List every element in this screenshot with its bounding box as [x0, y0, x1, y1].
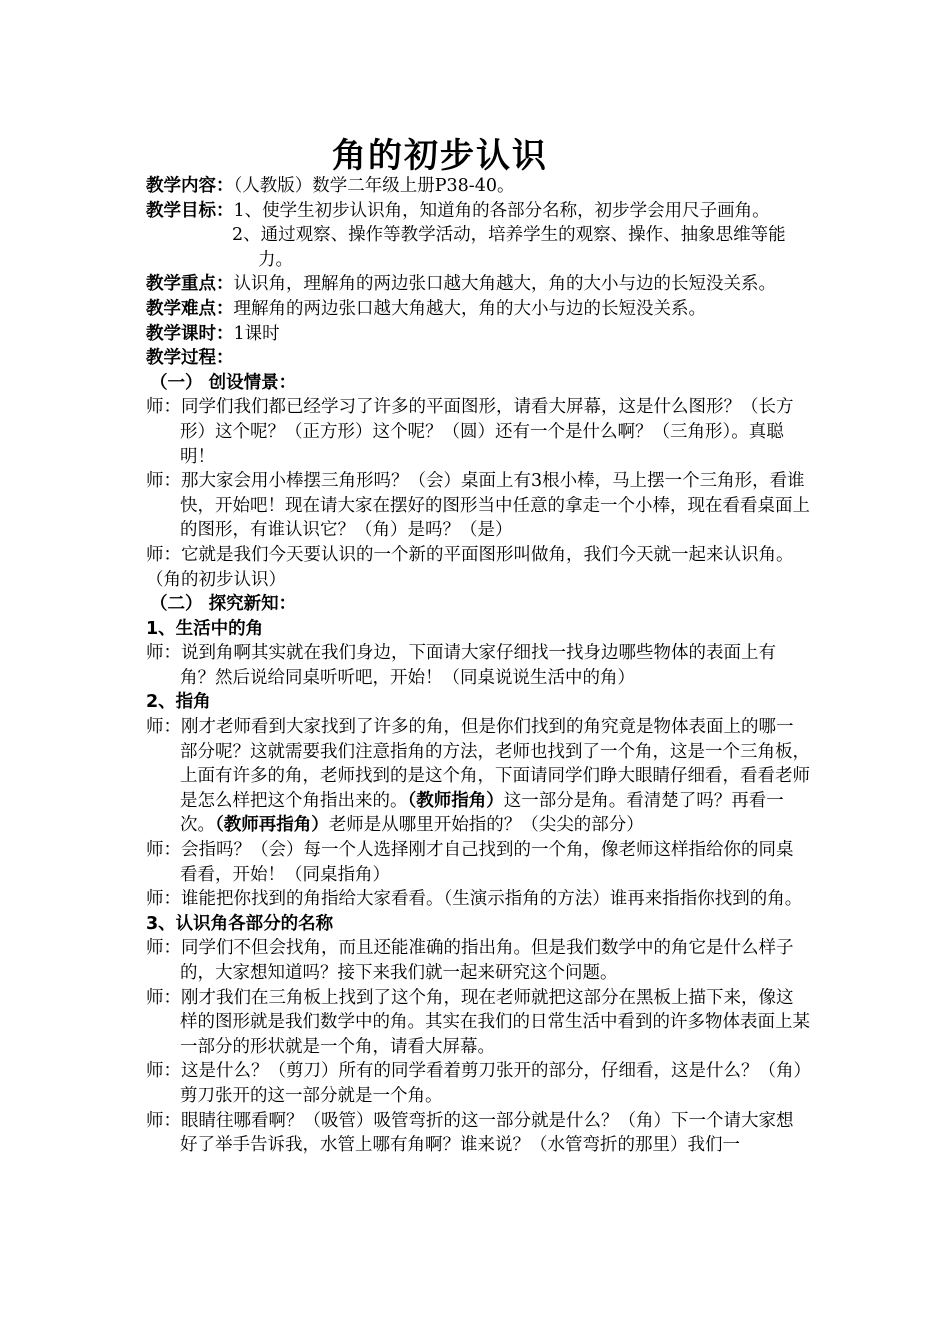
process-label: 教学过程： [146, 348, 234, 369]
section-2-paragraph: 师：刚才我们在三角板上找到了这个角，现在老师就把这部分在黑板上描下来，像这样的图形就是我们数学中的角。其实在我们的日常生活中看到的许多物体表面上某一部分的形状就是一个角，请看大屏幕。 [146, 987, 810, 1057]
section-2-heading: （二） 探究新知： [150, 594, 297, 615]
content-row [146, 174, 810, 199]
subsection-heading: 2、指角 [146, 692, 211, 713]
difficulty-label: 教学难点： [146, 298, 234, 319]
section-2-paragraph: 师：会指吗？（会）每一个人选择刚才自己找到的一个角，像老师这样指给你的同桌看看，开始！（同桌指角） [146, 840, 794, 885]
section-2-paragraph: 师：谁能把你找到的角指给大家看看。（生演示指角的方法）谁再来指指你找到的角。 [146, 889, 803, 910]
subsection-heading: 1、生活中的角 [146, 618, 264, 639]
key-label: 教学重点： [146, 274, 234, 295]
key-value: 认识角，理解角的两边张口越大角越大，角的大小与边的长短没关系。 [233, 274, 776, 295]
hours-row [146, 322, 810, 347]
section-2-paragraph: 师：同学们不但会找角，而且还能准确的指出角。但是我们数学中的角它是什么样子的，大家想知道吗？接下来我们就一起来研究这个问题。 [146, 938, 794, 983]
difficulty-row [146, 297, 810, 322]
key-row [146, 272, 810, 297]
goal-2: 2、通过观察、操作等教学活动，培养学生的观察、操作、抽象思维等能力。 [232, 225, 786, 270]
section-1-paragraph: 师：那大家会用小棒摆三角形吗？（会）桌面上有3根小棒，马上摆一个三角形，看谁快，开始吧！现在请大家在摆好的图形当中任意的拿走一个小棒，现在看看桌面上的图形，有谁认识它？（角）是吗？（是） [146, 471, 810, 541]
hours-label: 教学课时： [146, 323, 234, 344]
paragraph-emphasis: （教师指角） [407, 790, 504, 811]
paragraph-text: 老师是从哪里开始指的？（尖尖的部分） [328, 815, 644, 836]
section-1-paragraph: 师：同学们我们都已经学习了许多的平面图形，请看大屏幕，这是什么图形？（长方形）这个呢？（正方形）这个呢？（圆）还有一个是什么啊？（三角形）。真聪明！ [146, 397, 794, 467]
paragraph-text: 师：刚才老师看到大家找到了许多的角，但是你们找到的角究竟是物体表面上的哪一部分呢？这就需要我们注意指角的方法，老师也找到了一个角，这是一个三角板，上面有许多的角，老师找到的是这个角，下面请同学们睁大眼睛仔细看，看看老师是怎么样把这个角指出来的。 [146, 717, 810, 811]
section-1-heading: （一） 创设情景： [150, 372, 297, 393]
page-title: 角的初步认识 [332, 136, 548, 176]
goal-label: 教学目标： [146, 200, 234, 221]
paragraph-text: 这一部分是角。看清楚了吗？再看一次。 [180, 790, 784, 836]
paragraph-emphasis: （教师再指角） [215, 815, 329, 836]
section-2-paragraph [146, 715, 810, 838]
section-2-paragraph: 师：眼睛往哪看啊？（吸管）吸管弯折的这一部分就是什么？（角）下一个请大家想好了举手告诉我，水管上哪有角啊？谁来说？（水管弯折的那里）我们一 [146, 1110, 794, 1156]
hours-value: 1课时 [233, 323, 280, 344]
section-2-paragraph: 师：说到角啊其实就在我们身边，下面请大家仔细找一找身边哪些物体的表面上有角？然后说给同桌听听吧，开始！（同桌说说生活中的角） [146, 643, 776, 688]
content-value: （人教版）数学二年级上册P38-40。 [233, 176, 515, 196]
goal-row [146, 199, 810, 224]
section-2-paragraph: 师：这是什么？（剪刀）所有的同学看着剪刀张开的部分，仔细看，这是什么？（角）剪刀张开的这一部分就是一个角。 [146, 1061, 803, 1106]
subsection-heading: 3、认识角各部分的名称 [146, 913, 334, 934]
section-1-paragraph: 师：它就是我们今天要认识的一个新的平面图形叫做角，我们今天就一起来认识角。（角的初步认识） [146, 544, 794, 590]
content-label: 教学内容： [146, 176, 234, 196]
goal-1: 1、使学生初步认识角，知道角的各部分名称，初步学会用尺子画角。 [233, 200, 770, 221]
goal-2-row [146, 223, 810, 272]
difficulty-value: 理解角的两边张口越大角越大，角的大小与边的长短没关系。 [233, 298, 706, 319]
document-body [146, 174, 810, 1158]
